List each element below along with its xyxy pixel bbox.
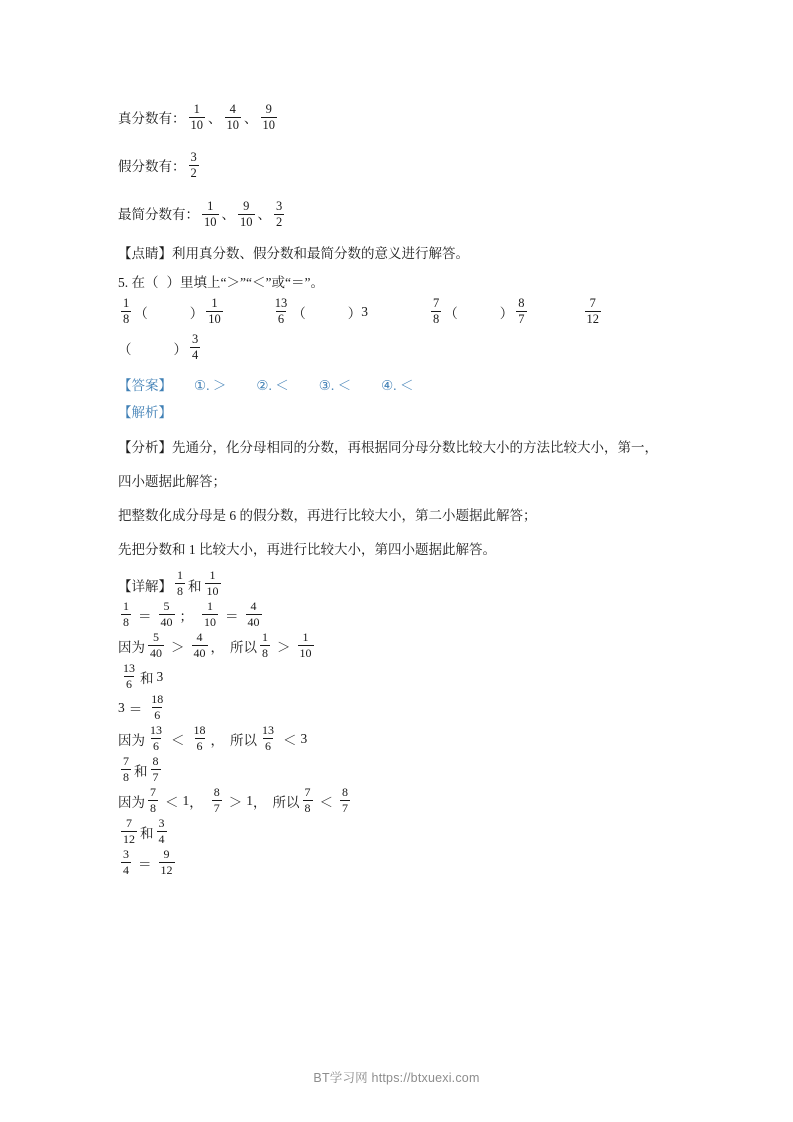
conjunction-he: 和 (188, 578, 202, 594)
because-label: 因为 (118, 795, 145, 810)
answer-item-4 (381, 374, 413, 394)
conv4-left: $\frac{3}{4}$ (123, 846, 129, 877)
comparison-operator: ＜ (165, 795, 179, 810)
spacer (118, 182, 678, 201)
answer-item-2 (256, 374, 288, 394)
detail-conclusion-1 (118, 631, 678, 662)
detail-conversion-4 (118, 848, 678, 879)
detail1-right-fraction: $\frac{1}{10}$ (206, 568, 219, 598)
spacer (118, 230, 678, 244)
detail2-left-fraction: $\frac{13}{6}$ (123, 660, 135, 691)
concl3-b-integer: 1 (246, 793, 253, 808)
concl3-c-left: $\frac{7}{8}$ (304, 784, 311, 815)
simplest-fraction-line (118, 198, 678, 230)
conv1b-left: $\frac{1}{10}$ (204, 598, 216, 629)
answer-row (118, 374, 678, 394)
therefore-label: 所以 (272, 795, 300, 810)
answer-index-2: ②. (256, 378, 272, 394)
detail2-right-integer: 3 (156, 669, 164, 684)
detail-conversion-1 (118, 600, 678, 631)
item4-blank-close: ） (173, 342, 187, 358)
question-number: 5. (118, 275, 129, 290)
separator: 、 (257, 207, 271, 223)
conv4-right: $\frac{9}{12}$ (160, 846, 173, 877)
spacer (118, 526, 678, 540)
answer-index-4: ④. (381, 378, 397, 394)
analysis-marker: 【分析】 (118, 439, 172, 455)
item3-blank-close: ） (499, 306, 514, 322)
spacer (118, 394, 678, 403)
concl3-a-fraction: $\frac{7}{8}$ (150, 784, 156, 815)
proper-fraction-line (118, 104, 678, 133)
separator: 、 (244, 110, 258, 126)
analysis-line-3 (118, 506, 678, 526)
highlight-line (118, 244, 678, 264)
conv2-fraction: $\frac{18}{6}$ (151, 691, 164, 722)
conv2-integer: 3 (118, 700, 125, 715)
detail-heading-2 (118, 662, 678, 693)
fraction-9-10: $\frac{9}{10}$ (262, 102, 275, 133)
footer-text: BT学习网 https://btxuexi.com (313, 1071, 480, 1085)
item1-blank-open: （ (134, 306, 148, 322)
spacer (118, 424, 678, 438)
explanation-marker: 【解析】 (118, 405, 172, 421)
highlight-marker: 【点睛】 (118, 245, 172, 261)
explanation-marker-line (118, 403, 678, 423)
spacer (118, 365, 678, 374)
analysis-text-2: 四小题据此解答； (118, 473, 226, 489)
detail1-left-fraction: $\frac{1}{8}$ (177, 568, 183, 598)
question-stem-after: ）里填上“＞”“＜”或“＝”。 (166, 275, 324, 290)
concl3-c-right: $\frac{8}{7}$ (342, 784, 348, 815)
equals-sign: ＝ (128, 702, 143, 717)
concl2-c-left: $\frac{13}{6}$ (150, 722, 162, 753)
spacer (118, 264, 678, 273)
spacer (118, 561, 678, 570)
answer-item-1 (194, 374, 226, 394)
equals-sign: ＝ (225, 609, 239, 624)
item3-right-fraction: $\frac{8}{7}$ (518, 295, 525, 326)
concl2-d-right-integer: 3 (300, 731, 308, 746)
analysis-text-1: 先通分，化分母相同的分数，再根据同分母分数比较大小的方法比较大小，第一， (172, 439, 658, 455)
conjunction-he: 和 (140, 826, 154, 841)
answer-marker: 【答案】 (118, 378, 172, 394)
comparison-operator: ＜ (319, 795, 333, 810)
detail4-left-fraction: $\frac{7}{12}$ (123, 815, 135, 846)
comparison-operator: ＜ (171, 733, 185, 748)
comparison-operator: ＜ (283, 733, 297, 748)
detail3-right-fraction: $\frac{8}{7}$ (152, 753, 159, 784)
analysis-line-1 (118, 438, 678, 458)
item1-blank-close: ） (189, 306, 204, 322)
conv1b-right: $\frac{4}{40}$ (247, 598, 260, 629)
proper-fraction-label: 真分数有： (118, 110, 186, 126)
analysis-line-4 (118, 540, 678, 560)
separator-semicolon: ； (179, 609, 193, 624)
item2-blank-open: （ (292, 306, 306, 322)
item3-blank-open: （ (444, 306, 458, 322)
concl1-d-right: $\frac{1}{10}$ (299, 629, 312, 660)
highlight-text: 利用真分数、假分数和最简分数的意义进行解答。 (172, 245, 469, 261)
comma: ， (253, 795, 267, 810)
concl2-d-left: $\frac{13}{6}$ (262, 722, 274, 753)
item2-left-fraction: $\frac{13}{6}$ (274, 295, 288, 326)
therefore-label: 所以 (230, 640, 257, 655)
detail-heading-3 (118, 755, 678, 786)
separator: 、 (208, 110, 222, 126)
concl1-c-right: $\frac{4}{40}$ (193, 629, 206, 660)
fraction-9-10: $\frac{9}{10}$ (240, 198, 253, 229)
comma: ， (210, 640, 224, 655)
item1-left-fraction: $\frac{1}{8}$ (123, 295, 130, 326)
analysis-text-3: 把整数化成分母是 6 的假分数，再进行比较大小，第二小题据此解答； (118, 508, 537, 523)
item4-blank-open: （ (118, 342, 132, 358)
answer-index-1: ①. (194, 378, 210, 394)
conv1a-right: $\frac{5}{40}$ (160, 598, 173, 629)
therefore-label: 所以 (230, 733, 257, 748)
detail4-right-fraction: $\frac{3}{4}$ (158, 815, 165, 846)
improper-fraction-label: 假分数有： (118, 158, 186, 174)
item4-right-fraction: $\frac{3}{4}$ (192, 331, 199, 362)
answer-value-4: ＜ (399, 378, 414, 394)
conjunction-he: 和 (134, 764, 148, 779)
question-stem (118, 273, 678, 293)
detail-conclusion-2 (118, 724, 678, 755)
improper-fraction-line (118, 152, 678, 181)
concl3-b-fraction: $\frac{8}{7}$ (213, 784, 220, 815)
concl3-a-integer: 1 (182, 793, 190, 808)
separator: 、 (221, 207, 235, 223)
document-content (118, 104, 678, 879)
item2-right-integer: 3 (361, 304, 368, 320)
detail-conclusion-3 (118, 786, 678, 817)
analysis-text-4: 先把分数和 1 比较大小，再进行比较大小，第四小题据此解答。 (118, 542, 496, 558)
answer-value-3: ＜ (337, 378, 352, 394)
equals-sign: ＝ (138, 609, 152, 624)
spacer (118, 492, 678, 506)
answer-value-1: ＞ (212, 378, 227, 394)
question-items-row-2 (118, 331, 678, 365)
detail-heading-1 (118, 570, 678, 600)
answer-index-3: ③. (318, 378, 335, 394)
spacer (118, 458, 678, 472)
concl2-c-right: $\frac{18}{6}$ (193, 722, 206, 753)
because-label: 因为 (118, 733, 145, 748)
detail3-left-fraction: $\frac{7}{8}$ (123, 753, 129, 784)
equals-sign: ＝ (138, 857, 152, 872)
answer-value-2: ＜ (275, 378, 289, 394)
comma: ， (210, 733, 224, 748)
comparison-operator: ＞ (171, 640, 185, 655)
simplest-fraction-label: 最简分数有： (118, 207, 199, 223)
question-stem-before: 在（ (131, 275, 159, 290)
detail-conversion-2 (118, 693, 678, 724)
item1-right-fraction: $\frac{1}{10}$ (208, 295, 221, 326)
fraction-3-2: $\frac{3}{2}$ (190, 150, 197, 181)
item2-blank-close: ） (347, 306, 362, 322)
concl1-c-left: $\frac{5}{40}$ (150, 629, 162, 660)
conv1a-left: $\frac{1}{8}$ (123, 598, 129, 629)
analysis-line-2 (118, 472, 678, 492)
concl1-d-left: $\frac{1}{8}$ (262, 629, 268, 660)
fraction-1-10: $\frac{1}{10}$ (190, 102, 203, 133)
footer-watermark (0, 1068, 793, 1086)
fraction-3-2: $\frac{3}{2}$ (276, 198, 283, 229)
question-items-row-1 (118, 293, 678, 331)
spacer (118, 133, 678, 152)
fraction-1-10: $\frac{1}{10}$ (204, 198, 217, 229)
detail-heading-4 (118, 817, 678, 848)
item3-left-fraction: $\frac{7}{8}$ (433, 295, 440, 326)
item4-left-fraction: $\frac{7}{12}$ (586, 295, 599, 326)
detail-marker: 【详解】 (118, 578, 172, 594)
comparison-operator: ＞ (228, 795, 243, 810)
conjunction-he: 和 (140, 671, 154, 686)
fraction-4-10: $\frac{4}{10}$ (226, 102, 239, 133)
because-label: 因为 (118, 640, 145, 655)
answer-item-3 (319, 374, 351, 394)
comma: ， (189, 795, 203, 810)
comparison-operator: ＞ (277, 640, 291, 655)
